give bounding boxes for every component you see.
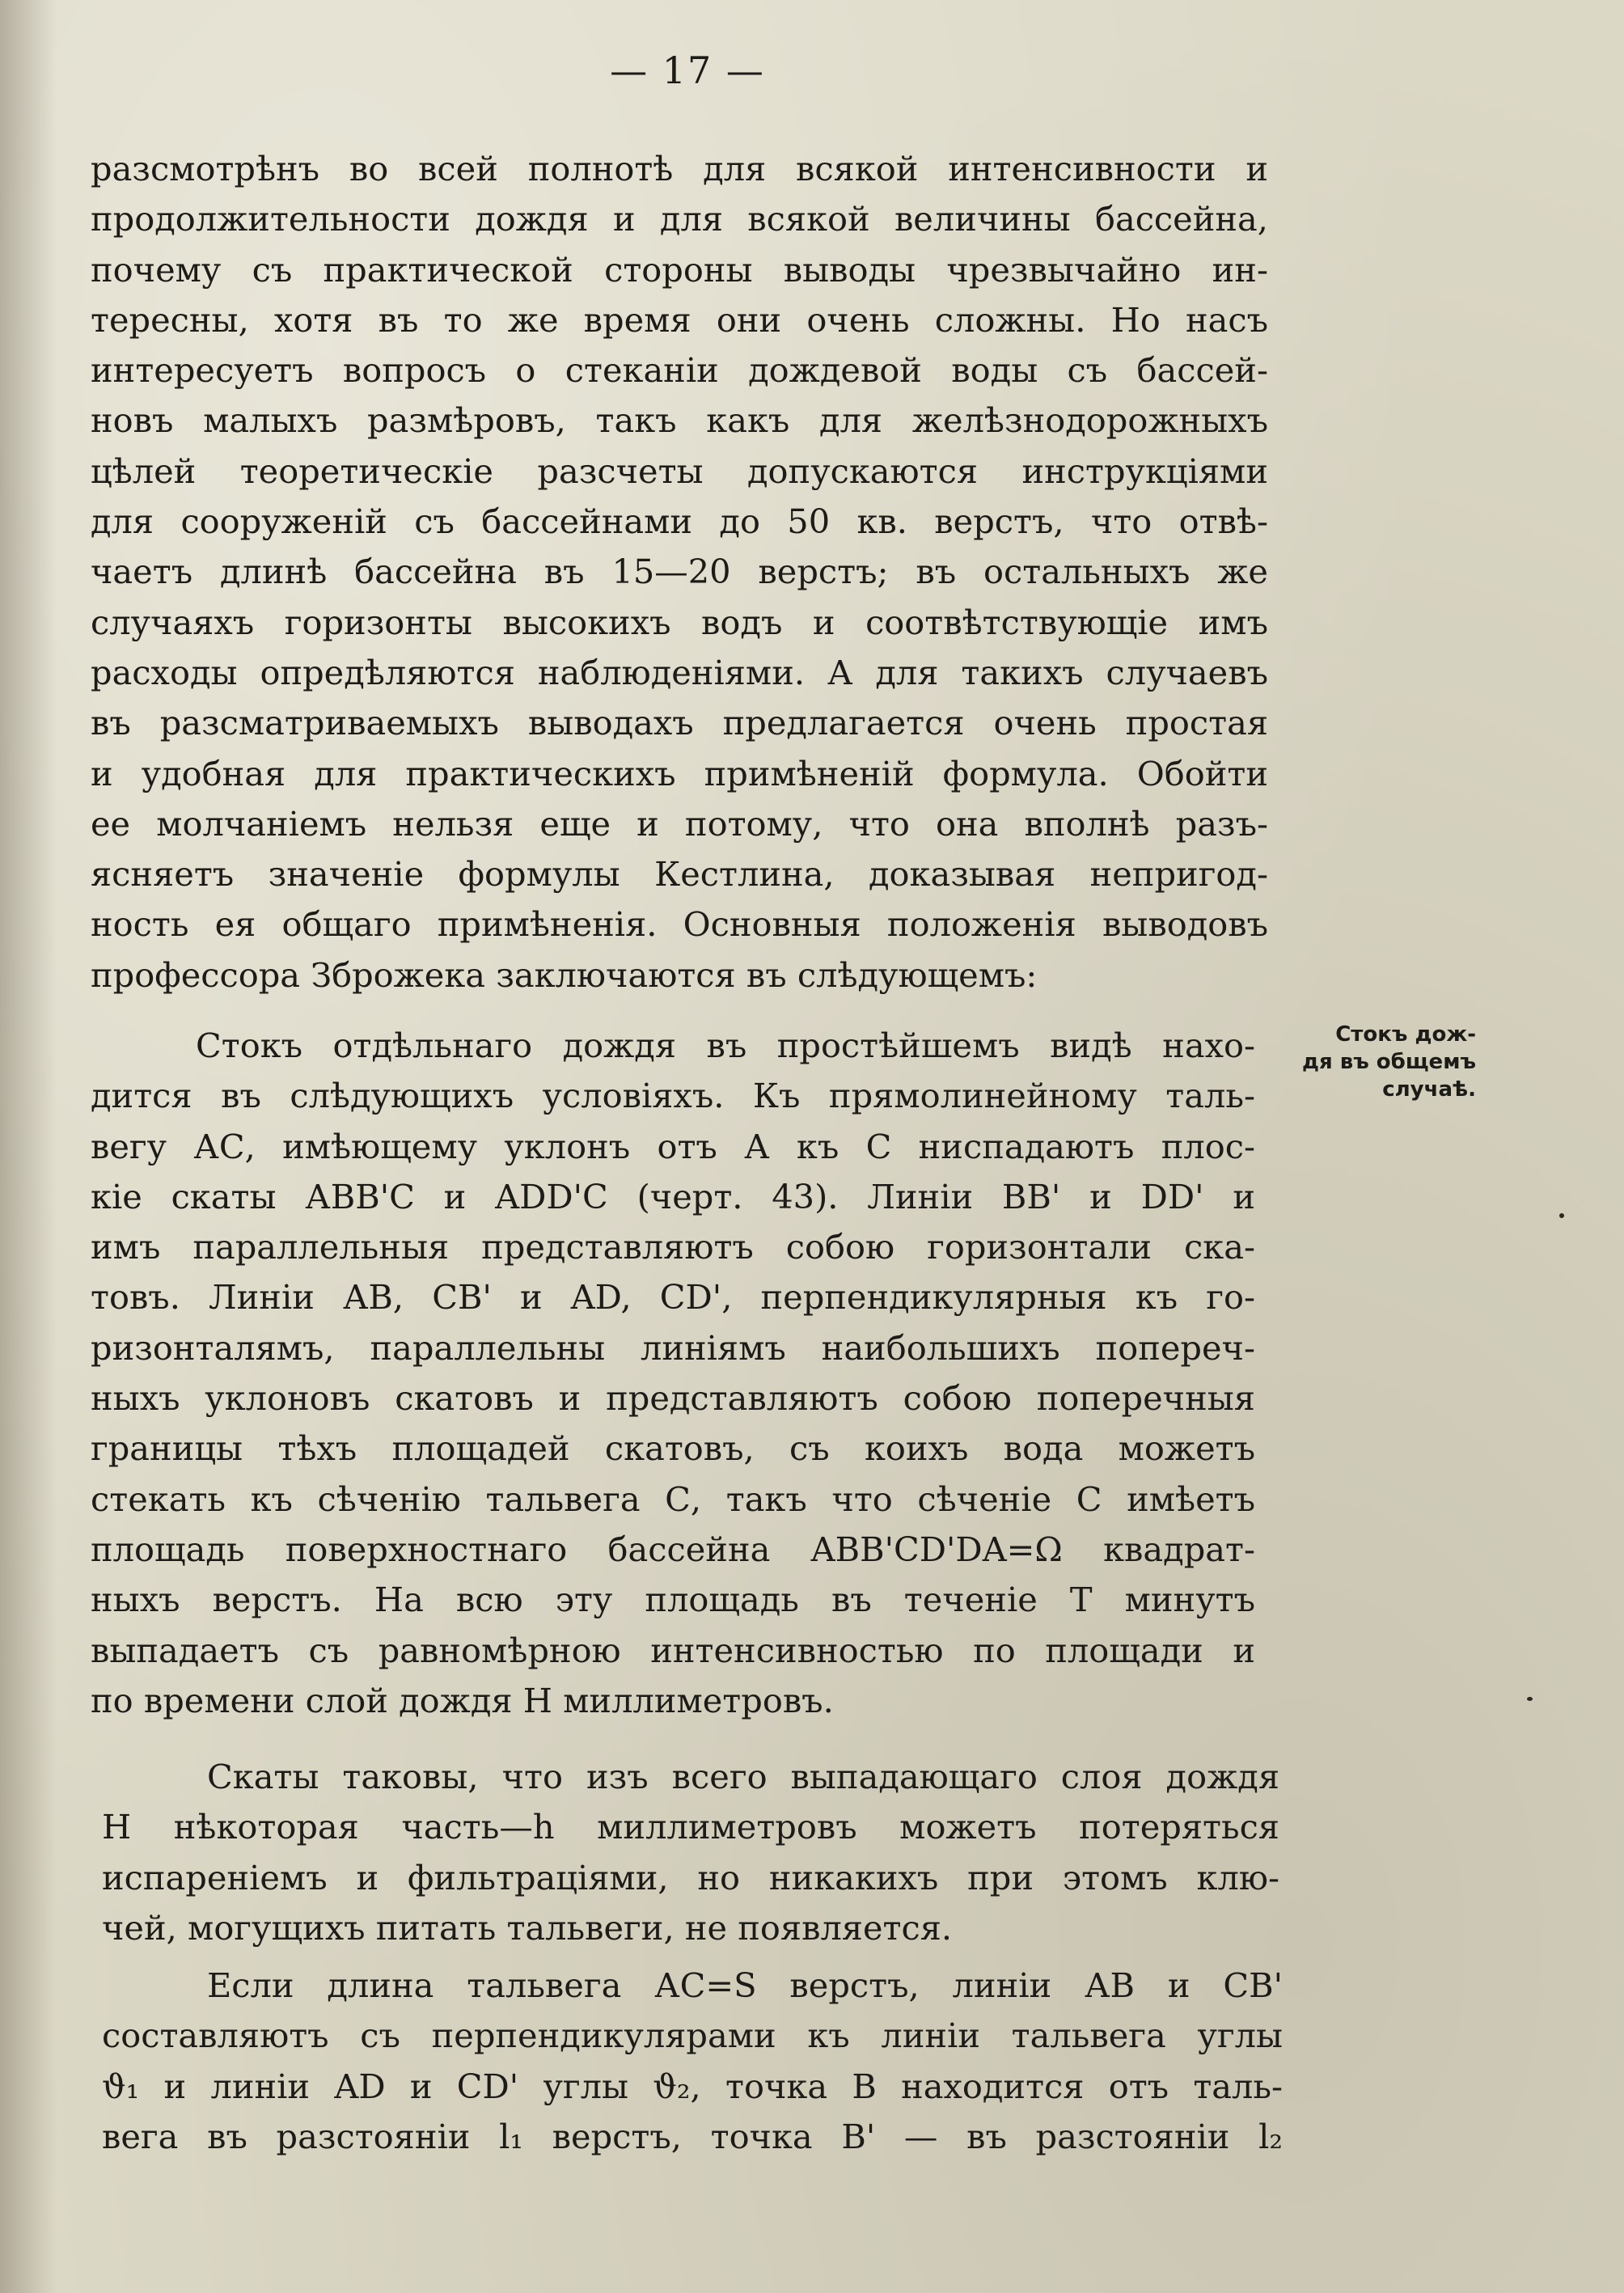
text-line: стекать къ сѣченію тальвега С, такъ что сѣченіе С имѣетъ — [91, 1479, 1255, 1519]
text-line: ныхъ верстъ. На всю эту площадь въ теченіе Т минутъ — [91, 1580, 1255, 1620]
paragraph-3 — [102, 1752, 1279, 1953]
ink-speck — [1559, 1213, 1564, 1218]
text-line: ризонталямъ, параллельны линіямъ наибольшихъ попереч- — [91, 1327, 1255, 1368]
text-line: площадь поверхностнаго бассейна ABB'CD'DA=Ω квадрат- — [91, 1529, 1255, 1569]
text-line: ность ея общаго примѣненія. Основныя положенія выводовъ — [91, 904, 1268, 945]
text-line: Если длина тальвега АС=S верстъ, линіи АВ и СВ' — [207, 1965, 1283, 2005]
text-line: выпадаетъ съ равномѣрною интенсивностью по площади и — [91, 1630, 1255, 1670]
text-line: ясняетъ значеніе формулы Кестлина, доказывая непригод- — [91, 854, 1268, 895]
margin-note — [1290, 1021, 1476, 1103]
text-line: разсмотрѣнъ во всей полнотѣ для всякой интенсивности и — [91, 149, 1268, 188]
text-line: въ разсматриваемыхъ выводахъ предлагается очень простая — [91, 703, 1268, 743]
paragraph-1 — [91, 144, 1268, 1001]
margin-note-line: случаѣ. — [1382, 1077, 1476, 1102]
text-line: чей, могущихъ питать тальвеги, не появляется. — [102, 1907, 953, 1948]
ink-speck — [1527, 1697, 1533, 1701]
text-line: дится въ слѣдующихъ условіяхъ. Къ прямолинейному таль- — [91, 1076, 1255, 1116]
text-line: цѣлей теоретическіе разсчеты допускаются инструкціями — [91, 451, 1268, 491]
text-line: вегу АС, имѣющему уклонъ отъ А къ С ниспадаютъ плос- — [91, 1126, 1255, 1166]
text-line: Н нѣкоторая часть—h миллиметровъ можетъ потеряться — [102, 1807, 1279, 1847]
text-line: тересны, хотя въ то же время они очень сложны. Но насъ — [91, 299, 1268, 340]
text-line: Скаты таковы, что изъ всего выпадающаго слоя дождя — [207, 1757, 1279, 1796]
text-line: Стокъ отдѣльнаго дождя въ простѣйшемъ видѣ нахо- — [196, 1026, 1255, 1065]
text-line: испареніемъ и фильтраціями, но никакихъ при этомъ клю- — [102, 1857, 1279, 1897]
text-line: ϑ₁ и линіи AD и CD' углы ϑ₂, точка В находится отъ таль- — [102, 2066, 1283, 2106]
text-line: границы тѣхъ площадей скатовъ, съ коихъ вода можетъ — [91, 1428, 1255, 1469]
text-line: кіе скаты АВВ'С и ADD'C (черт. 43). Линіи ВВ' и DD' и — [91, 1176, 1255, 1216]
text-line: чаетъ длинѣ бассейна въ 15—20 верстъ; въ остальныхъ же — [91, 552, 1268, 592]
paragraph-4 — [102, 1961, 1283, 2162]
page-edge-shadow — [0, 0, 57, 2293]
text-line: новъ малыхъ размѣровъ, такъ какъ для желѣзнодорожныхъ — [91, 400, 1268, 441]
text-line: ее молчаніемъ нельзя еще и потому, что она вполнѣ разъ- — [91, 803, 1268, 844]
margin-note-line: дя въ общемъ — [1302, 1050, 1476, 1074]
text-line: по времени слой дождя Н миллиметровъ. — [91, 1680, 834, 1720]
margin-note-line: Стокъ дож- — [1335, 1022, 1476, 1047]
text-line: ныхъ уклоновъ скатовъ и представляютъ собою поперечныя — [91, 1378, 1255, 1419]
text-line: профессора Зброжека заключаются въ слѣдующемъ: — [91, 954, 1038, 995]
paragraph-2 — [91, 1021, 1255, 1726]
text-line: почему съ практической стороны выводы чрезвычайно ин- — [91, 249, 1268, 290]
text-line: товъ. Линіи АВ, СВ' и AD, CD', перпендикулярныя къ го- — [91, 1277, 1255, 1318]
text-line: случаяхъ горизонты высокихъ водъ и соотвѣтствующіе имъ — [91, 602, 1268, 642]
page-number: — 17 — — [610, 49, 765, 92]
text-line: составляютъ съ перпендикулярами къ линіи тальвега углы — [102, 2016, 1283, 2056]
text-line: вега въ разстояніи l₁ верстъ, точка В' — въ разстояніи l₂ — [102, 2116, 1283, 2156]
text-line: продолжительности дождя и для всякой величины бассейна, — [91, 199, 1268, 239]
text-line: расходы опредѣляются наблюденіями. А для такихъ случаевъ — [91, 652, 1268, 692]
text-line: и удобная для практическихъ примѣненій формула. Обойти — [91, 753, 1268, 793]
text-line: для сооруженій съ бассейнами до 50 кв. верстъ, что отвѣ- — [91, 501, 1268, 542]
text-line: интересуетъ вопросъ о стеканіи дождевой воды съ бассей- — [91, 350, 1268, 391]
text-line: имъ параллельныя представляютъ собою горизонтали ска- — [91, 1227, 1255, 1267]
